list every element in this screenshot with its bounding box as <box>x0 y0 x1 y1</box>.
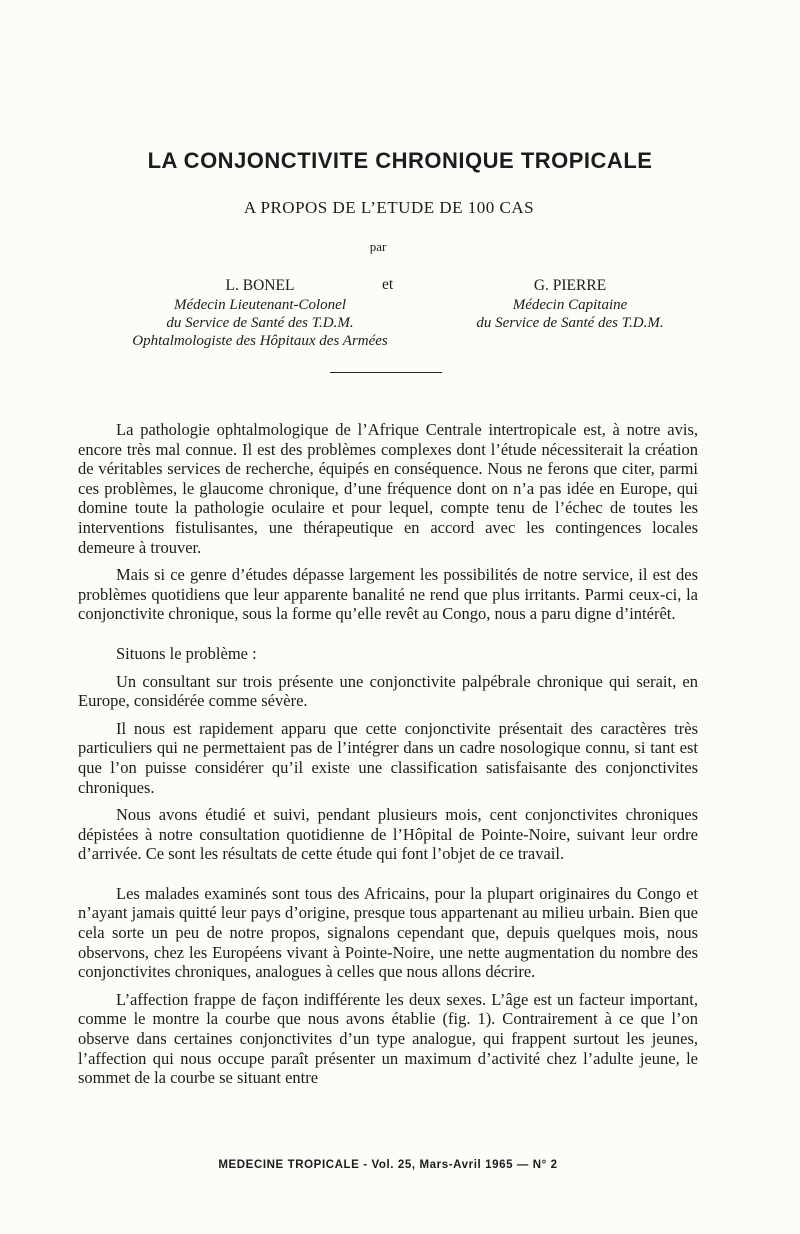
paragraph: Il nous est rapidement apparu que cette conjonctivite présentait des caractères très particuliers qui ne permettaient pas de l’intégrer dans un cadre nosologique connu, si tant est que l’on puisse considérer qu’il existe une classification satisfaisante des conjonctivites chroniques. <box>78 718 698 797</box>
author-pierre <box>420 276 720 332</box>
paragraph: La pathologie ophtalmologique de l’Afrique Centrale intertropicale est, à notre avis, encore très mal connue. Il est des problèmes complexes dont l’étude nécessiterait la création de véritables services de recherche, équipés en conséquence. Nous ne ferons que citer, parmi ces problèmes, le glaucome chronique, d’une fréquence dont on n’a pas idée en Europe, qui domine toute la pathologie oculaire et pour lequel, compte tenu de l’échec de toutes les interventions fistulisantes, une thérapeutique en accord avec les contingences locales demeure à trouver. <box>78 420 698 557</box>
paragraph: Situons le problème : <box>116 643 257 663</box>
author-name: G. PIERRE <box>533 277 607 294</box>
author-name: L. BONEL <box>225 277 295 294</box>
journal-footer: MEDECINE TROPICALE - Vol. 25, Mars-Avril 1965 — N° 2 <box>218 1159 558 1171</box>
author-bonel <box>110 276 410 350</box>
author-conjunction: et <box>382 276 394 293</box>
separator-rule <box>330 372 442 373</box>
author-role: Médecin Lieutenant-Colonel <box>173 297 347 313</box>
author-role: du Service de Santé des T.D.M. <box>166 315 354 331</box>
paragraph: Les malades examinés sont tous des Africains, pour la plupart originaires du Congo et n’ayant jamais quitté leur pays d’origine, presque tous appartenant au milieu urbain. Bien que cela sorte un peu de notre propos, signalons cependant que, depuis quelques mois, nous observons, chez les Européens vivant à Pointe-Noire, une nette augmentation du nombre des conjonctivites chroniques, analogues à celles que nous allons décrire. <box>78 883 698 982</box>
byline-par: par <box>369 239 387 254</box>
paragraph: Mais si ce genre d’études dépasse largement les possibilités de notre service, il est des problèmes quotidiens que leur apparente banalité ne rend que plus irritants. Parmi ceux-ci, la conjonctivite chronique, sous la forme qu’elle revêt au Congo, nous a paru digne d’intérêt. <box>78 565 698 624</box>
author-role: du Service de Santé des T.D.M. <box>476 315 664 331</box>
author-role: Médecin Capitaine <box>512 297 628 313</box>
paragraph: Nous avons étudié et suivi, pendant plusieurs mois, cent conjonctivites chroniques dépistées à notre consultation quotidienne de l’Hôpital de Pointe-Noire, suivant leur ordre d’arrivée. Ce sont les résultats de cette étude qui font l’objet de ce travail. <box>78 805 698 864</box>
author-role: Ophtalmologiste des Hôpitaux des Armées <box>132 333 388 349</box>
article-title: LA CONJONCTIVITE CHRONIQUE TROPICALE <box>147 148 653 173</box>
paragraph: L’affection frappe de façon indifférente les deux sexes. L’âge est un facteur important, comme le montre la courbe que nous avons établie (fig. 1). Contrairement à ce que l’on observe dans certaines conjonctivites d’un type analogue, qui frappent surtout les jeunes, l’affection qui nous occupe paraît présenter un maximum d’activité chez l’adulte jeune, le sommet de la courbe se situant entre <box>78 989 698 1088</box>
article-subtitle: A PROPOS DE L’ETUDE DE 100 CAS <box>243 198 535 217</box>
article-body <box>78 420 698 1088</box>
paragraph: Un consultant sur trois présente une conjonctivite palpébrale chronique qui serait, en Europe, considérée comme sévère. <box>78 671 698 711</box>
